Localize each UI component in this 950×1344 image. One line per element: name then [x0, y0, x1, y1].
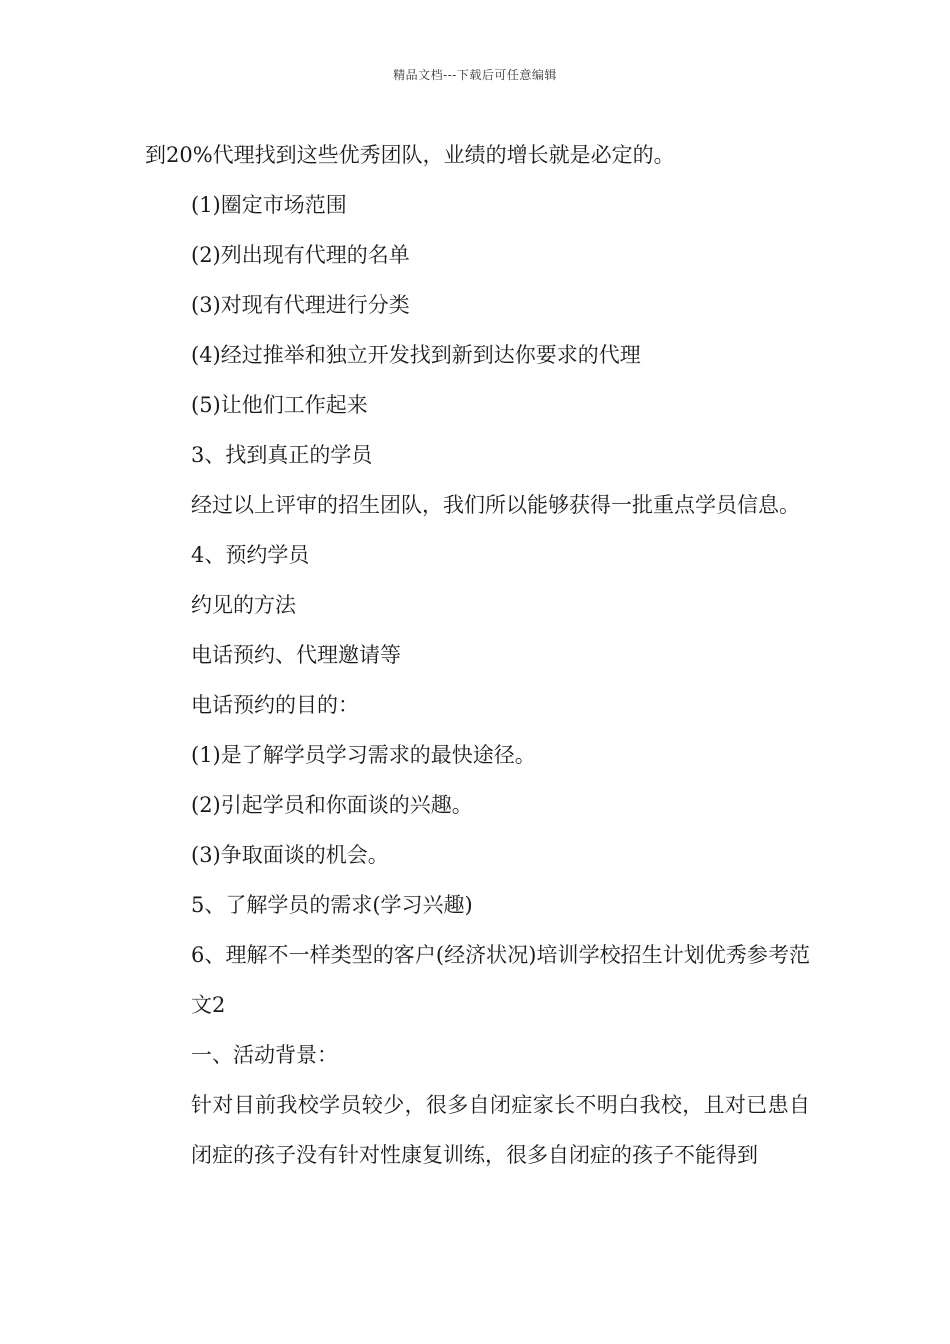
paragraph-appointment-method: 约见的方法	[191, 593, 296, 617]
list-item-circle-market: (1)圈定市场范围	[191, 193, 347, 217]
paragraph-student-info: 经过以上评审的招生团队，我们所以能够获得一批重点学员信息。	[191, 493, 800, 517]
list-item-classify-agents: (3)对现有代理进行分类	[191, 293, 410, 317]
section-heading-student-needs: 5、了解学员的需求(学习兴趣)	[191, 893, 473, 917]
list-item-raise-interest: (2)引起学员和你面谈的兴趣。	[191, 793, 473, 817]
paragraph-phone-purpose: 电话预约的目的：	[191, 693, 359, 717]
list-item-find-new-agents: (4)经过推举和独立开发找到新到达你要求的代理	[191, 343, 641, 367]
section-heading-appointment: 4、预约学员	[191, 543, 310, 567]
document-body	[145, 130, 810, 1180]
list-item-list-agents: (2)列出现有代理的名单	[191, 243, 410, 267]
section-heading-customer-types: 6、理解不一样类型的客户(经济状况)培训学校招生计划优秀参考范文2	[191, 943, 810, 1017]
paragraph-phone-invite: 电话预约、代理邀请等	[191, 643, 401, 667]
section-heading-find-students: 3、找到真正的学员	[191, 443, 373, 467]
list-item-learn-needs: (1)是了解学员学习需求的最快途径。	[191, 743, 536, 767]
list-item-get-meeting: (3)争取面谈的机会。	[191, 843, 389, 867]
list-item-start-work: (5)让他们工作起来	[191, 393, 368, 417]
paragraph-continuation: 到20%代理找到这些优秀团队，业绩的增长就是必定的。	[145, 143, 675, 167]
section-heading-background: 一、活动背景：	[191, 1043, 338, 1067]
paragraph-background-detail: 针对目前我校学员较少，很多自闭症家长不明白我校，且对已患自闭症的孩子没有针对性康复训练，很多自闭症的孩子不能得到	[191, 1093, 810, 1167]
page-header: 精品文档---下载后可任意编辑	[393, 68, 557, 82]
